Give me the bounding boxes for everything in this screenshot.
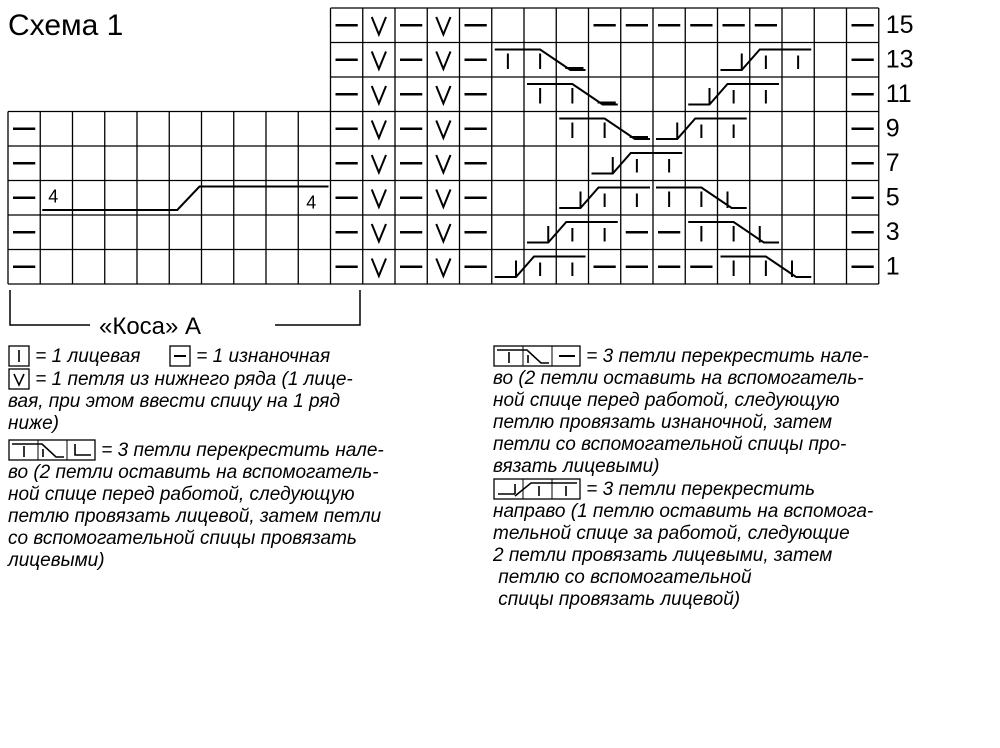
legend-left [8, 345, 483, 572]
legend-cable-right-line: 2 петли провязать лицевыми, затем [493, 545, 833, 566]
braid-bracket [10, 290, 360, 340]
slip-stitch [372, 259, 386, 277]
slip-stitch [372, 17, 386, 35]
braid-cable-line [42, 187, 328, 211]
row-number: 15 [885, 11, 914, 39]
slip-stitch [436, 52, 450, 70]
legend-cable-left-knit-line: во (2 петли оставить на вспомогатель- [8, 462, 379, 483]
chart-title: Схема 1 [8, 9, 124, 42]
row-number: 5 [885, 183, 900, 212]
slip-stitch-icon [8, 368, 30, 390]
legend-cable-right-line: направо (1 петлю оставить на вспомога- [493, 501, 874, 522]
legend-slip-line: ниже) [8, 413, 59, 434]
legend-slip-line: вая, при этом ввести спицу на 1 ряд [8, 391, 340, 412]
chart-symbols [13, 17, 874, 277]
cable-left-knit-icon [8, 439, 96, 461]
slip-stitch [436, 86, 450, 104]
legend-cable-left-purl-line [493, 345, 993, 368]
legend-cable-right-line: спицы провязать лицевой) [493, 589, 741, 610]
slip-stitch [372, 224, 386, 242]
slip-stitch [436, 190, 450, 208]
slip-stitch [436, 17, 450, 35]
legend-cable-left-knit-line: со вспомогательной спицы провязать [8, 528, 357, 549]
legend-slip-text: = 1 петля из нижнего ряда (1 лице- [35, 369, 353, 390]
legend-cable-left-purl-line: петли со вспомогательной спицы про- [493, 434, 847, 455]
braid-cable-count: 4 [306, 192, 317, 213]
cable-left-purl-icon [493, 345, 581, 367]
slip-stitch [436, 224, 450, 242]
legend-cable-left-knit-line: петлю провязать лицевой, затем петли [8, 506, 382, 527]
row-number: 3 [885, 218, 900, 246]
legend-cable-left-purl-line: петлю провязать изнаночной, затем [493, 412, 832, 433]
legend-cable-left-knit-line: ной спице перед работой, следующую [8, 484, 355, 505]
legend-cable-right-line [493, 478, 993, 501]
row-number: 13 [885, 45, 914, 74]
legend-knit-purl-line [8, 345, 483, 368]
legend-cable-right-line: тельной спице за работой, следующие [493, 523, 850, 544]
row-numbers [886, 11, 914, 281]
legend-cable-left-purl-text: = 3 петли перекрестить нале- [586, 346, 869, 367]
legend-purl-text: = 1 изнаночная [196, 346, 331, 367]
legend-cable-left-purl-line: ной спице перед работой, следующую [493, 390, 840, 411]
braid-label: «Коса» А [99, 313, 202, 340]
legend-cable-left-knit-line [8, 439, 483, 462]
legend-knit-text: = 1 лицевая [35, 346, 141, 367]
slip-stitch [372, 155, 386, 173]
slip-stitch [372, 121, 386, 139]
legend-cable-left-knit-line: лицевыми) [8, 550, 105, 571]
row-number: 7 [885, 149, 900, 177]
legend-cable-right-text: = 3 петли перекрестить [586, 479, 816, 500]
slip-stitch [372, 190, 386, 208]
row-number: 1 [885, 252, 900, 281]
legend-slip-line [8, 368, 483, 391]
row-number: 9 [885, 114, 900, 143]
purl-stitch-icon [169, 345, 191, 367]
slip-stitch [372, 52, 386, 70]
legend-cable-left-purl-line: вязать лицевыми) [493, 456, 660, 477]
slip-stitch [436, 155, 450, 173]
legend-right [493, 345, 993, 611]
slip-stitch [436, 121, 450, 139]
cable-right-icon [493, 478, 581, 500]
row-number: 11 [885, 80, 912, 108]
legend-cable-left-knit-text: = 3 петли перекрестить нале- [101, 440, 384, 461]
braid-cable-count: 4 [48, 186, 59, 207]
knit-stitch-icon [8, 345, 30, 367]
slip-stitch [436, 259, 450, 277]
legend-cable-left-purl-line: во (2 петли оставить на вспомогатель- [493, 368, 864, 389]
slip-stitch [372, 86, 386, 104]
legend-cable-right-line: петлю со вспомогательной [493, 567, 752, 588]
